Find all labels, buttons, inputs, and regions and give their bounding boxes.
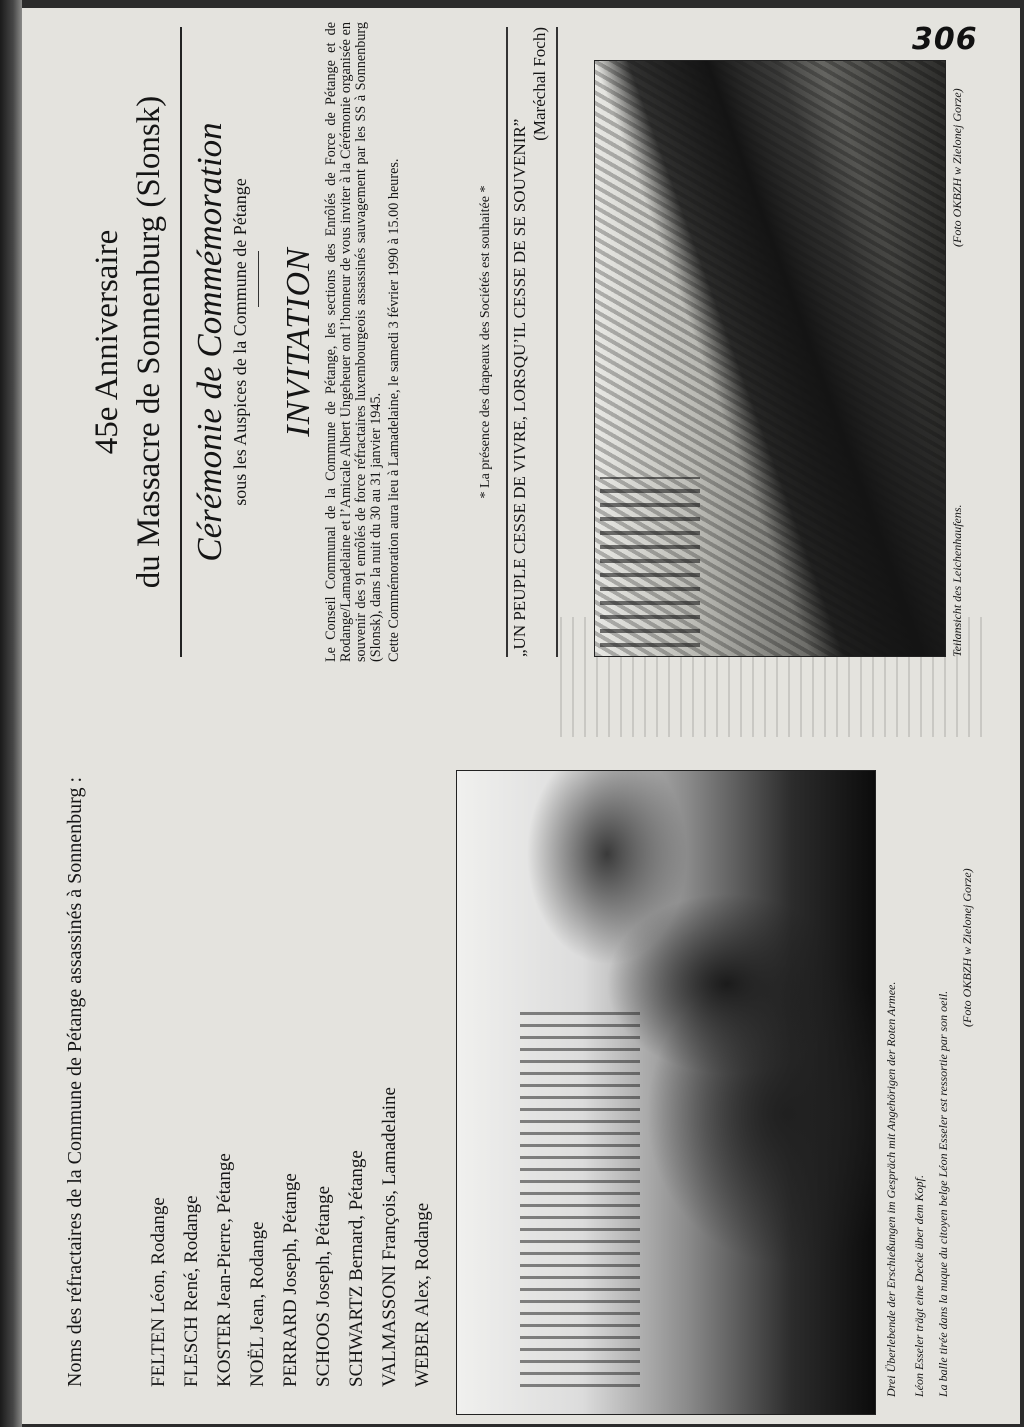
- flags-note: * La présence des drapeaux des Sociétés est souhaitée *: [478, 185, 493, 499]
- photo-caption-line: La balle tirée dans la nuque du citoyen belge Léon Esseler est ressortie par son oeil.: [936, 990, 950, 1397]
- victim-given-and-place: Jean-Pierre, Pétange: [214, 1153, 235, 1309]
- title-line: du Massacre de Sonnenburg (Slonsk): [131, 95, 167, 589]
- invitation-heading: INVITATION: [280, 247, 317, 437]
- photo-credit: (Foto OKBZH w Zielonej Gorze): [950, 88, 964, 247]
- victims-heading: Noms des réfractaires de la Commune de Pétange assassinés à Sonnenburg :: [64, 776, 86, 1387]
- victim-name: [340, 1087, 373, 1387]
- invitation-paragraph: Le Conseil Communal de la Commune de Pétange, les sections des Enrôlés de Force de Pétange et de Rodange/Lamadelaine et l’Amicale Albert Ungeheuer ont l’honneur de vous inviter à la Cérémonie organisée en souvenir des 91 enrôlés de force réfractaires luxembourgeois assassinés sauvagement par les SS à Sonnenburg (Slonsk), dans la nuit du 30 au 31 janvier 1945.: [323, 22, 384, 662]
- victim-given-and-place: Bernard, Pétange: [346, 1150, 367, 1281]
- victim-name: [406, 1087, 439, 1387]
- victim-given-and-place: Léon, Rodange: [148, 1197, 169, 1314]
- foch-quote: „UN PEUPLE CESSE DE VIVRE, LORSQU’IL CESSE DE SE SOUVENIR”: [510, 118, 529, 657]
- victims-list: [142, 1087, 439, 1387]
- victim-name: [208, 1087, 241, 1387]
- survivors-photo: [456, 770, 876, 1415]
- victim-name: [373, 1087, 406, 1387]
- invitation-paragraph: Cette Commémoration aura lieu à Lamadelaine, le samedi 3 février 1990 à 15.00 heures.: [386, 158, 402, 662]
- victim-family-name: FELTEN: [148, 1318, 169, 1387]
- survivors-photo-fence: [520, 1007, 640, 1387]
- photo-caption: Teilansicht des Leichenhaufens.: [950, 504, 964, 657]
- victim-name: [142, 1087, 175, 1387]
- victim-family-name: SCHOOS: [313, 1312, 334, 1387]
- victim-family-name: VALMASSONI: [379, 1264, 400, 1387]
- photo-caption-line: Léon Esseler trägt eine Decke über dem Kopf.: [912, 1175, 926, 1397]
- auspices-line: sous les Auspices de la Commune de Pétange: [230, 178, 250, 506]
- victim-name: [175, 1087, 208, 1387]
- victim-family-name: SCHWARTZ: [346, 1285, 367, 1387]
- invitation-body: [324, 22, 405, 662]
- victim-given-and-place: Joseph, Pétange: [280, 1173, 301, 1295]
- victim-family-name: NOËL: [247, 1337, 268, 1387]
- victim-family-name: FLESCH: [181, 1316, 202, 1387]
- victim-name: [307, 1087, 340, 1387]
- photo-credit: (Foto OKBZH w Zielonej Gorze): [960, 868, 974, 1027]
- divider: [258, 251, 259, 307]
- photo-caption-line: Drei Überlebende der Erschießungen im Gespräch mit Angehörigen der Roten Armee.: [884, 981, 898, 1397]
- victim-family-name: WEBER: [412, 1320, 433, 1387]
- divider: [556, 27, 558, 657]
- divider: [506, 27, 508, 657]
- anniversary-title: [86, 27, 170, 657]
- victim-given-and-place: Joseph, Pétange: [313, 1185, 334, 1308]
- victim-given-and-place: René, Rodange: [181, 1195, 202, 1312]
- victim-family-name: KOSTER: [214, 1313, 235, 1387]
- victim-given-and-place: François, Lamadelaine: [379, 1087, 400, 1261]
- title-line: 45e Anniversaire: [89, 229, 125, 455]
- ceremony-heading: Cérémonie de Commémoration: [190, 122, 229, 562]
- bodies-photo-posts: [600, 477, 700, 647]
- victim-name: [274, 1087, 307, 1387]
- divider: [180, 27, 182, 657]
- victim-name: [241, 1087, 274, 1387]
- victim-given-and-place: Alex, Rodange: [412, 1202, 433, 1317]
- quote-author: (Maréchal Foch): [530, 27, 549, 141]
- page-number: 306: [912, 22, 978, 57]
- victim-family-name: PERRARD: [280, 1299, 301, 1387]
- victim-given-and-place: Jean, Rodange: [247, 1221, 268, 1333]
